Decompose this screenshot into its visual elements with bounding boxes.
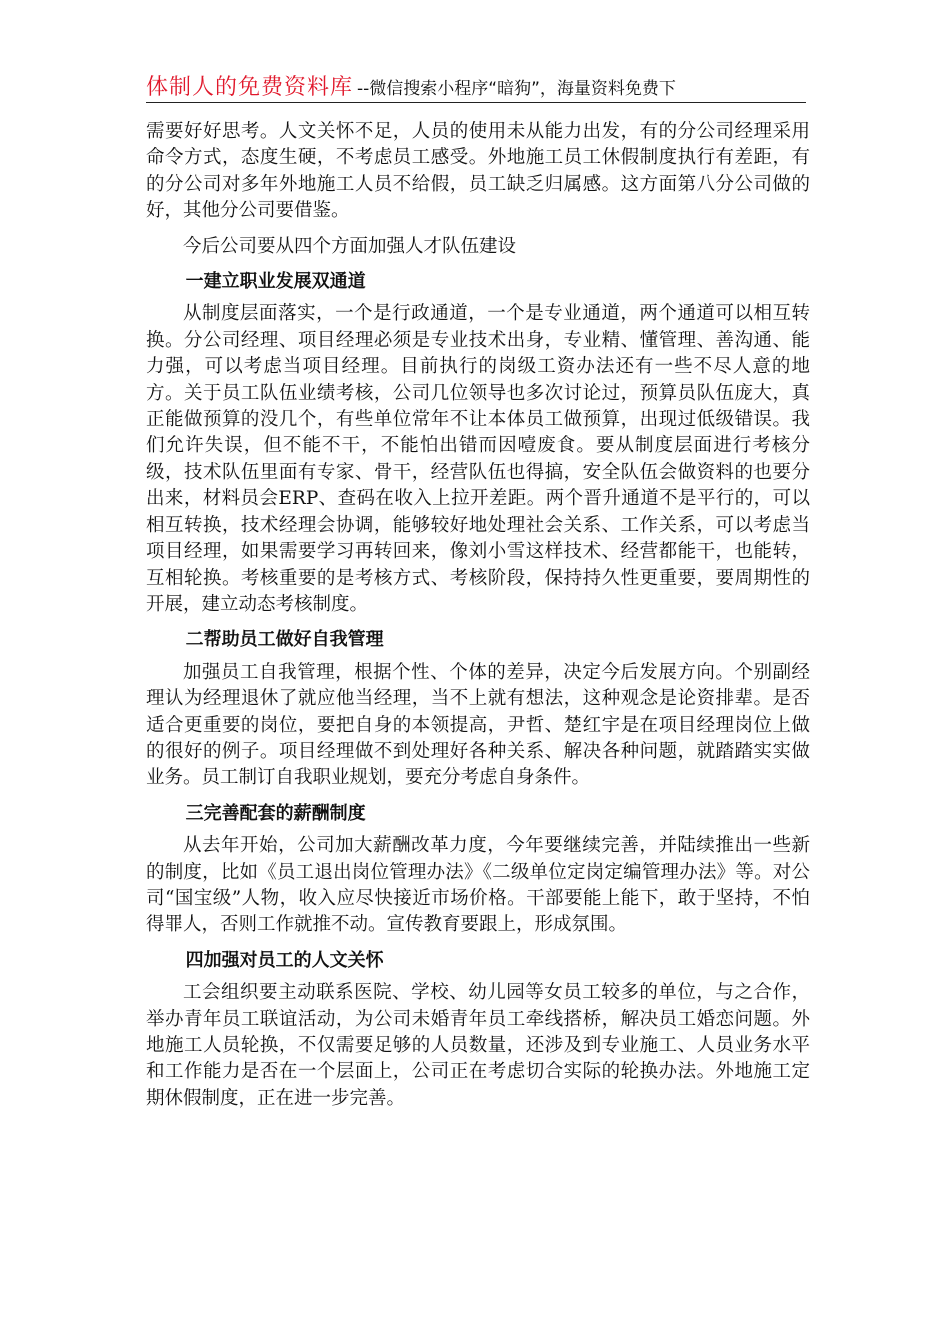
- section-paragraph: 工会组织要主动联系医院、学校、幼儿园等女员工较多的单位，与之合作，举办青年员工联谊活动，为公司未婚青年员工牵线搭桥，解决员工婚恋问题。外地施工人员轮换，不仅需要足够的人员数量，还涉及到专业施工、人员业务水平和工作能力是否在一个层面上，公司正在考虑切合实际的轮换办法。外地施工定期休假制度，正在进一步完善。: [146, 982, 810, 1109]
- section-heading: 一建立职业发展双通道: [185, 271, 366, 293]
- header-brand: 体制人的免费资料库: [146, 75, 354, 100]
- lead-sentence: 今后公司要从四个方面加强人才队伍建设: [183, 235, 517, 257]
- document-body: [146, 119, 810, 1112]
- section-heading: 三完善配套的薪酬制度: [185, 802, 366, 824]
- section-heading: 二帮助员工做好自我管理: [185, 629, 384, 651]
- section-paragraph: 加强员工自我管理，根据个性、个体的差异，决定今后发展方向。个别副经理认为经理退休了就应他当经理，当不上就有想法，这种观念是论资排辈。是否适合更重要的岗位，要把自身的本领提高，尹哲、楚红宇是在项目经理岗位上做的很好的例子。项目经理做不到处理好各种关系、解决各种问题，就踏踏实实做业务。员工制订自我职业规划，要充分考虑自身条件。: [146, 661, 810, 789]
- section-paragraph: 从制度层面落实，一个是行政通道，一个是专业通道，两个通道可以相互转换。分公司经理、项目经理必须是专业技术出身，专业精、懂管理、善沟通、能力强，可以考虑当项目经理。目前执行的岗级工资办法还有一些不尽人意的地方。关于员工队伍业绩考核，公司几位领导也多次讨论过，预算员队伍庞大，真正能做预算的没几个，有些单位常年不让本体员工做预算，出现过低级错误。我们允许失误，但不能不干，不能怕出错而因噎废食。要从制度层面进行考核分级，技术队伍里面有专家、骨干，经营队伍也得搞，安全队伍会做资料的也要分出来，材料员会ERP、查码在收入上拉开差距。两个晋升通道不是平行的，可以相互转换，技术经理会协调，能够较好地处理社会关系、工作关系，可以考虑当项目经理，如果需要学习再转回来，像刘小雪这样技术、经营都能干，也能转，互相轮换。考核重要的是考核方式、考核阶段，保持持久性更重要，要周期性的开展，建立动态考核制度。: [146, 303, 810, 615]
- section-paragraph: 从去年开始，公司加大薪酬改革力度，今年要继续完善，并陆续推出一些新的制度，比如《员工退出岗位管理办法》《二级单位定岗定编管理办法》等。对公司“国宝级”人物，收入应尽快接近市场价格。干部要能上能下，敢于坚持，不怕得罪人，否则工作就推不动。宣传教育要跟上，形成氛围。: [146, 835, 810, 936]
- section-heading: 四加强对员工的人文关怀: [185, 949, 384, 971]
- page-header: [146, 70, 806, 103]
- intro-paragraph: 需要好好思考。人文关怀不足，人员的使用未从能力出发，有的分公司经理采用命令方式，态度生硬，不考虑员工感受。外地施工员工休假制度执行有差距，有的分公司对多年外地施工人员不给假，员工缺乏归属感。这方面第八分公司做的好，其他分公司要借鉴。: [146, 121, 810, 222]
- header-note: --微信搜索小程序“暗狗”，海量资料免费下: [357, 79, 676, 99]
